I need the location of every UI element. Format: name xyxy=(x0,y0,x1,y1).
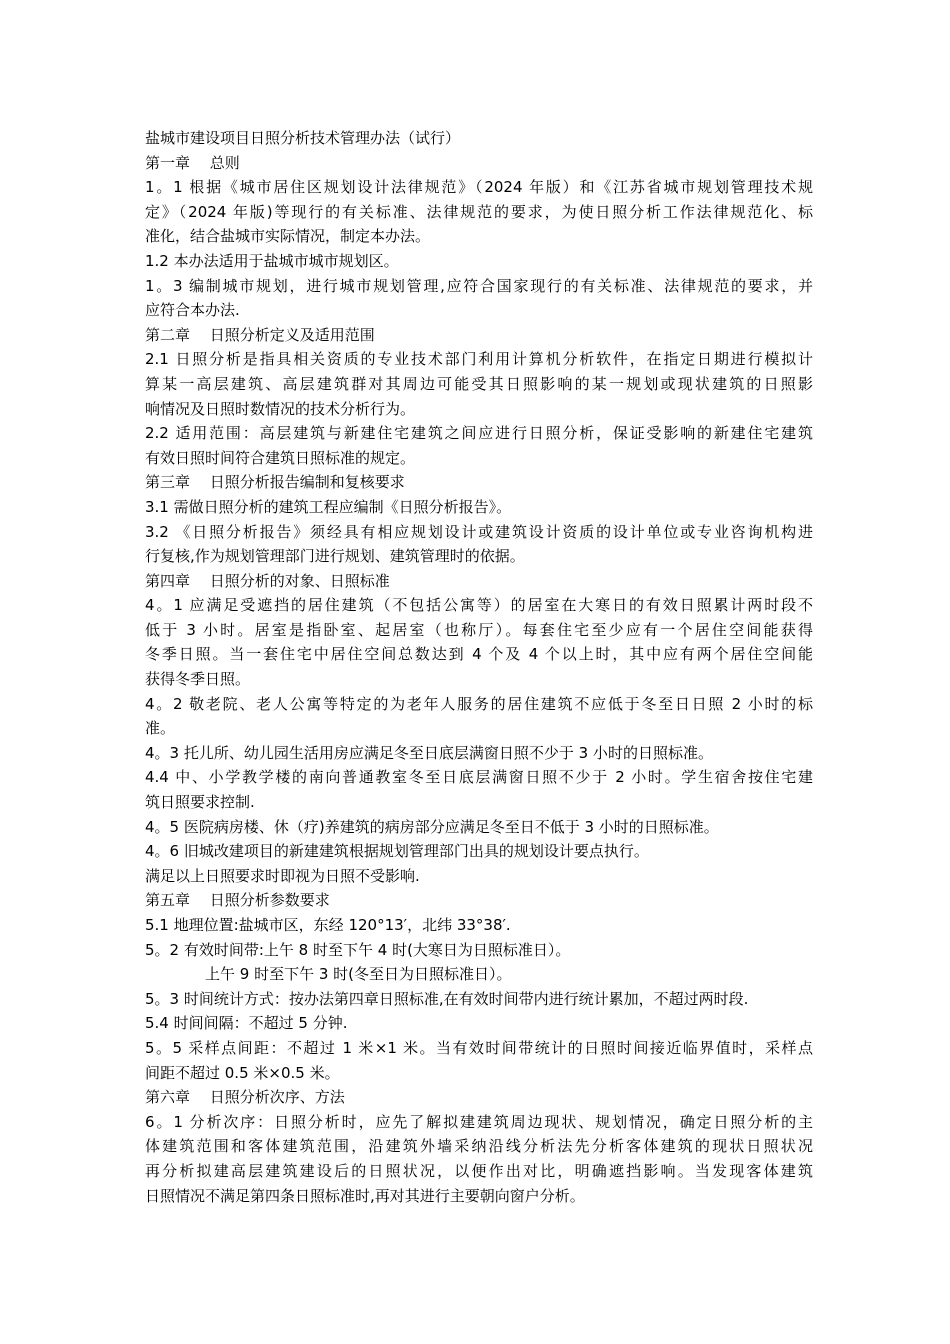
text-line: 算某一高层建筑、高层建筑群对其周边可能受其日照影响的某一规划或现状建筑的日照影 xyxy=(145,374,813,393)
text-line: 获得冬季日照。 xyxy=(145,670,251,689)
text-line: 满足以上日照要求时即视为日照不受影响. xyxy=(145,866,420,885)
text-line: 5.1 地理位置:盐城市区，东经 120°13′，北纬 33°38′. xyxy=(145,916,511,934)
text-line: 再分析拟建高层建筑建设后的日照状况，以便作出对比，明确遮挡影响。当发现客体建筑 xyxy=(145,1161,813,1180)
text-line: 5。2 有效时间带:上午 8 时至下午 4 时(大寒日为日照标准日）。 xyxy=(145,940,571,959)
text-line: 筑日照要求控制. xyxy=(145,793,255,812)
text-line: 第三章 日照分析报告编制和复核要求 xyxy=(145,473,405,492)
text-line: 准化，结合盐城市实际情况，制定本办法。 xyxy=(145,227,431,246)
text-line: 间距不超过 0.5 米×0.5 米。 xyxy=(145,1063,340,1082)
text-line: 4。3 托儿所、幼儿园生活用房应满足冬至日底层满窗日照不少于 3 小时的日照标准。 xyxy=(145,743,713,762)
text-line: 行复核,作为规划管理部门进行规划、建筑管理时的依据。 xyxy=(145,547,525,566)
text-line: 5。3 时间统计方式：按办法第四章日照标准,在有效时间带内进行统计累加，不超过两时段. xyxy=(145,989,749,1008)
text-line: 定》（2024 年版)等现行的有关标准、法律规范的要求，为使日照分析工作法律规范化、标 xyxy=(145,202,813,221)
text-line: 第一章 总则 xyxy=(145,153,240,172)
text-line: 4。6 旧城改建项目的新建建筑根据规划管理部门出具的规划设计要点执行。 xyxy=(145,842,649,861)
text-line: 4。5 医院病房楼、休（疗)养建筑的病房部分应满足冬至日不低于 3 小时的日照标准。 xyxy=(145,817,719,836)
text-line: 3.1 需做日照分析的建筑工程应编制《日照分析报告》。 xyxy=(145,497,512,516)
text-line: 5。5 采样点间距：不超过 1 米×1 米。当有效时间带统计的日照时间接近临界值时，采样点 xyxy=(145,1038,813,1057)
text-line: 4.4 中、小学教学楼的南向普通教室冬至日底层满窗日照不少于 2 小时。学生宿舍按住宅建 xyxy=(145,768,813,787)
text-line: 日照情况不满足第四条日照标准时,再对其进行主要朝向窗户分析。 xyxy=(145,1186,585,1205)
document-title: 盐城市建设项目日照分析技术管理办法（试行） xyxy=(145,129,461,147)
text-line: 应符合本办法. xyxy=(145,301,240,320)
text-line: 第二章 日照分析定义及适用范围 xyxy=(145,325,375,344)
text-line: 上午 9 时至下午 3 时(冬至日为日照标准日）。 xyxy=(145,965,512,984)
text-line: 1.2 本办法适用于盐城市城市规划区。 xyxy=(145,251,399,270)
text-line: 5.4 时间间隔：不超过 5 分钟. xyxy=(145,1014,348,1033)
text-line: 2.1 日照分析是指具相关资质的专业技术部门利用计算机分析软件，在指定日期进行模拟计 xyxy=(145,350,813,369)
text-line: 第六章 日照分析次序、方法 xyxy=(145,1088,345,1107)
text-line: 1。1 根据《城市居住区规划设计法律规范》（2024 年版）和《江苏省城市规划管理技术规 xyxy=(145,178,813,197)
text-line: 第五章 日照分析参数要求 xyxy=(145,891,330,910)
document-page xyxy=(145,126,813,1208)
text-line: 2.2 适用范围：高层建筑与新建住宅建筑之间应进行日照分析，保证受影响的新建住宅建筑 xyxy=(145,424,813,443)
text-line: 4。1 应满足受遮挡的居住建筑（不包括公寓等）的居室在大寒日的有效日照累计两时段不 xyxy=(145,596,813,615)
text-line: 低于 3 小时。居室是指卧室、起居室（也称厅）。每套住宅至少应有一个居住空间能获得 xyxy=(145,620,813,639)
text-line: 响情况及日照时数情况的技术分析行为。 xyxy=(145,399,416,418)
text-line: 6。1 分析次序：日照分析时，应先了解拟建建筑周边现状、规划情况，确定日照分析的主 xyxy=(145,1112,813,1131)
document-body xyxy=(145,151,813,1209)
text-line: 3.2 《日照分析报告》须经具有相应规划设计或建筑设计资质的设计单位或专业咨询机构进 xyxy=(145,522,813,541)
text-line: 准。 xyxy=(145,719,176,738)
text-line: 第四章 日照分析的对象、日照标准 xyxy=(145,571,390,590)
text-line: 有效日照时间符合建筑日照标准的规定。 xyxy=(145,448,416,467)
text-line: 4。2 敬老院、老人公寓等特定的为老年人服务的居住建筑不应低于冬至日日照 2 小时的标 xyxy=(145,694,813,713)
text-line: 体建筑范围和客体建筑范围，沿建筑外墙采纳沿线分析法先分析客体建筑的现状日照状况 xyxy=(145,1137,813,1156)
text-line: 1。3 编制城市规划，进行城市规划管理,应符合国家现行的有关标准、法律规范的要求，并 xyxy=(145,276,813,295)
text-line: 冬季日照。当一套住宅中居住空间总数达到 4 个及 4 个以上时，其中应有两个居住空间能 xyxy=(145,645,813,664)
